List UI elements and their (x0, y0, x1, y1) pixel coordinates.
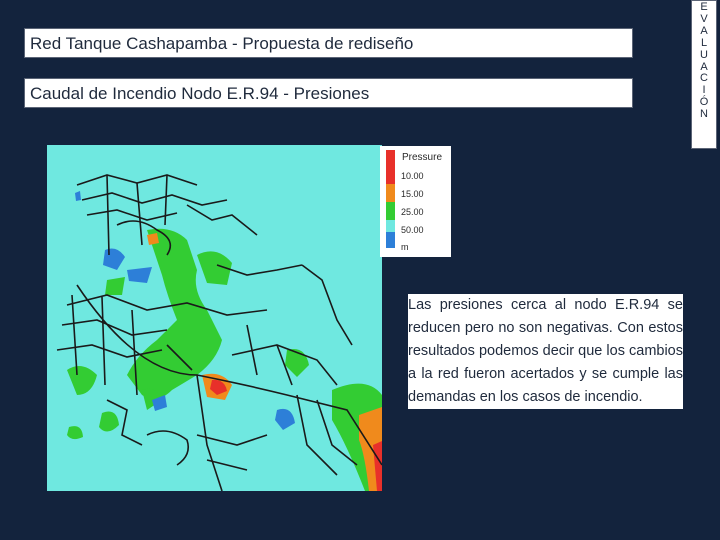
description-text: Las presiones cerca al nodo E.R.94 se reducen pero no son negativas. Con estos resultados podemos decir que los cambios a la red fueron acertados y se cumple las demandas en los casos de incendio. (408, 294, 683, 409)
legend-value: 50.00 (401, 225, 424, 235)
side-label-letter: N (700, 108, 708, 121)
side-label-letter: E (700, 1, 708, 13)
pressure-map (47, 145, 382, 491)
side-label-letter: I (702, 84, 706, 97)
pressure-map-svg (47, 145, 382, 491)
side-label-letter: C (700, 72, 708, 85)
legend-swatch-15 (386, 184, 395, 202)
legend-swatch-25 (386, 202, 395, 220)
side-label-letter: Ó (699, 96, 709, 109)
legend-swatch-10 (386, 166, 395, 184)
slide-subtitle (24, 78, 633, 108)
legend-swatch-50 (386, 232, 395, 248)
side-label-letter: A (700, 60, 708, 73)
legend-value: 10.00 (401, 171, 424, 181)
legend-unit: m (401, 242, 409, 252)
pressure-legend (380, 146, 451, 257)
legend-value: 25.00 (401, 207, 424, 217)
slide-title (24, 28, 633, 58)
evaluation-vertical-label (691, 0, 717, 149)
legend-title: Pressure (402, 152, 443, 163)
slide-title-text: Red Tanque Cashapamba - Propuesta de rediseño (30, 34, 414, 53)
legend-swatch-above (386, 220, 395, 232)
side-label-letter: A (700, 24, 708, 37)
side-label-letter: L (700, 36, 708, 49)
legend-swatch-below-10 (386, 150, 395, 166)
side-label-letter: U (700, 48, 708, 61)
side-label-letter: V (700, 12, 708, 25)
slide-subtitle-text: Caudal de Incendio Nodo E.R.94 - Presiones (30, 84, 370, 103)
legend-value: 15.00 (401, 189, 424, 199)
